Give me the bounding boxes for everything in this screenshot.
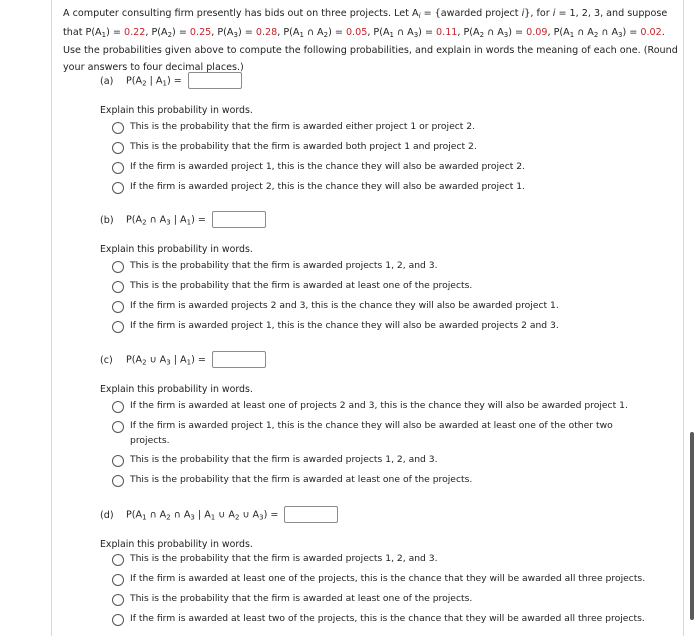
part-a-question: (a) $P(A_2$ | $A_1$) =	[100, 72, 242, 93]
part-d-question: (d) $P(A_1$ ∩ $A_2$ ∩ $A_3$ | $A_1$ ∪ $A_2$ ∪ $A_3$) =	[100, 506, 338, 527]
part-a-option-4[interactable]: If the firm is awarded project 2, this is the chance they will also be awarded project 1.	[112, 180, 672, 195]
part-a-option-1[interactable]: This is the probability that the firm is awarded either project 1 or project 2.	[112, 120, 672, 135]
p-a2a3-value: 0.09	[526, 26, 548, 38]
part-c-question: (c) $P(A_2$ ∪ $A_3$ | $A_1$) =	[100, 351, 266, 372]
radio-button[interactable]	[112, 594, 124, 606]
p-a1a2-value: 0.05	[345, 26, 368, 38]
radio-button[interactable]	[112, 455, 124, 467]
radio-button[interactable]	[112, 614, 124, 626]
part-a-explain-label: Explain this probability in words.	[100, 105, 253, 116]
part-b-explain-label: Explain this probability in words.	[100, 244, 253, 255]
p-a1-value: 0.22	[123, 26, 146, 38]
part-b-question: (b) $P(A_2$ ∩ $A_3$ | $A_1$) =	[100, 211, 266, 232]
part-a-answer-input[interactable]	[188, 72, 242, 89]
part-c-option-4[interactable]: This is the probability that the firm is awarded at least one of the projects.	[112, 473, 672, 488]
radio-button[interactable]	[112, 122, 124, 134]
part-c-option-2[interactable]: If the firm is awarded project 1, this is the chance they will also be awarded at least one of the other two projects.	[112, 419, 672, 448]
p-a3-value: 0.28	[255, 26, 278, 38]
radio-button[interactable]	[112, 261, 124, 273]
part-d-option-3[interactable]: This is the probability that the firm is awarded at least one of the projects.	[112, 592, 672, 607]
part-b-option-3[interactable]: If the firm is awarded projects 2 and 3, this is the chance they will also be awarded project 1.	[112, 299, 672, 314]
radio-button[interactable]	[112, 142, 124, 154]
p-a1a2a3-value: 0.02	[640, 26, 662, 38]
intro-line-1: A computer consulting firm presently has bids out on three projects. Let $A_i$ = {awarded project i}, for i = 1, 2, 3, and suppose	[63, 8, 668, 20]
part-b-option-4[interactable]: If the firm is awarded project 1, this is the chance they will also be awarded projects 2 and 3.	[112, 319, 672, 334]
radio-button[interactable]	[112, 554, 124, 566]
part-b-option-2[interactable]: This is the probability that the firm is awarded at least one of the projects.	[112, 279, 672, 294]
p-a1a3-value: 0.11	[436, 26, 458, 38]
intro-line-2: that $P(A_1) = 0.22$, $P(A_2) = 0.25$, $P(A_3) = 0.28$, $P(A_1$ ∩ $A_2) = 0.05$, $P(A_1$ ∩ $A_3) = 0.11$, $P(A_2$ ∩ $A_3) = 0.09$, $P(A_1$ ∩ $A_2$ ∩ $A_3) = 0.02$.	[63, 26, 665, 39]
radio-button[interactable]	[112, 401, 124, 413]
part-c-answer-input[interactable]	[212, 351, 266, 368]
part-b-option-1[interactable]: This is the probability that the firm is awarded projects 1, 2, and 3.	[112, 259, 672, 274]
part-c-option-1[interactable]: If the firm is awarded at least one of projects 2 and 3, this is the chance they will also be awarded project 1.	[112, 399, 672, 414]
radio-button[interactable]	[112, 475, 124, 487]
intro-line-3: Use the probabilities given above to compute the following probabilities, and explain in words the meaning of each one. (Round	[63, 45, 678, 56]
part-d-option-1[interactable]: This is the probability that the firm is awarded projects 1, 2, and 3.	[112, 552, 672, 567]
part-d-answer-input[interactable]	[284, 506, 338, 523]
part-d-explain-label: Explain this probability in words.	[100, 539, 253, 550]
part-a-option-3[interactable]: If the firm is awarded project 1, this is the chance they will also be awarded project 2.	[112, 160, 672, 175]
radio-button[interactable]	[112, 162, 124, 174]
radio-button[interactable]	[112, 182, 124, 194]
intro-line-4: your answers to four decimal places.)	[63, 61, 244, 73]
part-d-option-2[interactable]: If the firm is awarded at least one of the projects, this is the chance that they will be awarded all three projects.	[112, 572, 672, 587]
part-c-option-3[interactable]: This is the probability that the firm is awarded projects 1, 2, and 3.	[112, 453, 672, 468]
radio-button[interactable]	[112, 281, 124, 293]
radio-button[interactable]	[112, 421, 124, 433]
question-content	[63, 6, 678, 76]
vertical-scrollbar[interactable]	[690, 432, 694, 620]
radio-button[interactable]	[112, 301, 124, 313]
part-c-explain-label: Explain this probability in words.	[100, 384, 253, 395]
radio-button[interactable]	[112, 321, 124, 333]
radio-button[interactable]	[112, 574, 124, 586]
problem-statement	[63, 6, 678, 76]
part-d-option-4[interactable]: If the firm is awarded at least two of the projects, this is the chance that they will be awarded all three projects.	[112, 612, 672, 627]
p-a2-value: 0.25	[189, 26, 212, 38]
part-a-option-2[interactable]: This is the probability that the firm is awarded both project 1 and project 2.	[112, 140, 672, 155]
part-b-answer-input[interactable]	[212, 211, 266, 228]
